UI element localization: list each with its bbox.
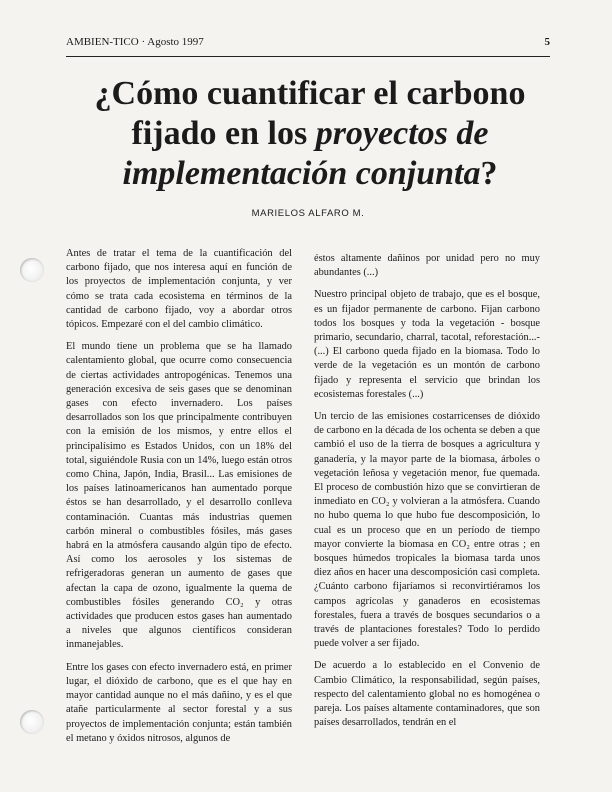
left-column: [66, 247, 292, 754]
paragraph: Entre los gases con efecto invernadero está, en primer lugar, el dióxido de carbono, que es el que hay en mayor cantidad aunque no el más dañino, y es el que atañe particularmente al sector forestal y a sus proyectos de implementación conjunta; están también el metano y óxidos nitrosos, algunos de: [66, 661, 292, 744]
binder-hole-top: [20, 258, 44, 282]
right-column: [314, 252, 540, 739]
title-line-1: ¿Cómo cuantificar el carbono: [94, 75, 526, 112]
title-line-2-roman: fijado en los: [131, 115, 316, 152]
paragraph: Un tercio de las emisiones costarricenses de dióxido de carbono en la década de los ochenta se deben a que cambió el uso de la tierra de bosques a agricultura y ganadería, y la mayor parte de la biomasa, árboles o vegetación leñosa y vegetación menor, fue quemada. El proceso de combustión hizo que se convirtieran de inmediato en CO₂ y volvieran a la atmósfera. Cuando no hubo quema lo que hubo fue descomposición, lo cual es un proceso que en un período de tiempo mayor convierte la biomasa en CO₂ entre otras ; en bosques húmedos tropicales la biomasa tarda unos diez años en hacer una descomposición casi completa. ¿Cuánto carbono fijaríamos si reconvirtiéramos los campos agrícolas y ganaderos en ecosistemas forestales, fuera a través de bosques secundarios o a través de plantaciones forestales? Todo lo perdido puede volver a ser fijado.: [314, 411, 540, 650]
title-line-3-end: ?: [480, 155, 498, 192]
title-line-3-italic: implementación conjunta: [122, 155, 481, 192]
article-title: [40, 74, 580, 194]
title-line-3: [40, 154, 580, 194]
paragraph: El mundo tiene un problema que se ha llamado calentamiento global, que ocurre como consecuencia de ciertas actividades antropogénicas. Tenemos una generación excesiva de seis gases que se denominan gases con efecto invernadero. Los países desarrollados son los que principalmente contribuyen con la emisión de los mismos, y entre ellos el principalísimo es Estados Unidos, con un 18% del total, siguiéndole Rusia con un 14%, luego están otros como China, Japón, India, Brasil... Las emisiones de los países latinoamericanos han aumentado porque éstos se han desarrollado, y el desarrollo conlleva contaminación. Cuantas más industrias quemen carbón mineral o combustibles fósiles, más gases habrá en la atmósfera causando algún tipo de efecto. Así como los aerosoles y los sistemas de refrigeradoras generan un aumento de gases que afectan la capa de ozono, igualmente la quema de combustibles fósiles generando CO₂ y otras actividades que producen estos gases han aumentado a niveles que algunos científicos consideran inmanejables.: [66, 341, 292, 651]
paragraph: Nuestro principal objeto de trabajo, que es el bosque, es un fijador permanente de carbono. Fijan carbono todos los bosques y toda la vegetación - bosque primario, secundario, charral, tacotal, reforestación...- (...) El carbono queda fijado en la biomasa. Todo lo verde de la vegetación es un montón de carbono fijado y representa el servicio que brindan los ecosistemas forestales (...): [314, 289, 540, 400]
header-rule: [66, 56, 550, 57]
paragraph: De acuerdo a lo establecido en el Convenio de Cambio Climático, la responsabilidad, según países, respecto del calentamiento global no es homogénea o pareja. Los países altamente contaminadores, que son países desarrollados, tendrán en el: [314, 660, 540, 729]
publication-name: AMBIEN-TICO · Agosto 1997: [66, 36, 204, 48]
paragraph: éstos altamente dañinos por unidad pero no muy abundantes (...): [314, 253, 540, 279]
title-line-2-italic: proyectos de: [315, 115, 489, 152]
title-line-2: [40, 114, 580, 154]
page-number: 5: [544, 36, 550, 48]
running-header: [66, 36, 550, 52]
paragraph: Antes de tratar el tema de la cuantificación del carbono fijado, que nos interesa aquí en función de los proyectos de implementación conjunta, y ver cómo se trata cada ecosistema en términos de la cantidad de carbono fijado, voy a abordar otros tópicos. Empezaré con el del cambio climático.: [66, 248, 292, 331]
binder-hole-bottom: [20, 710, 44, 734]
author-byline: MARIELOS ALFARO M.: [251, 208, 365, 219]
